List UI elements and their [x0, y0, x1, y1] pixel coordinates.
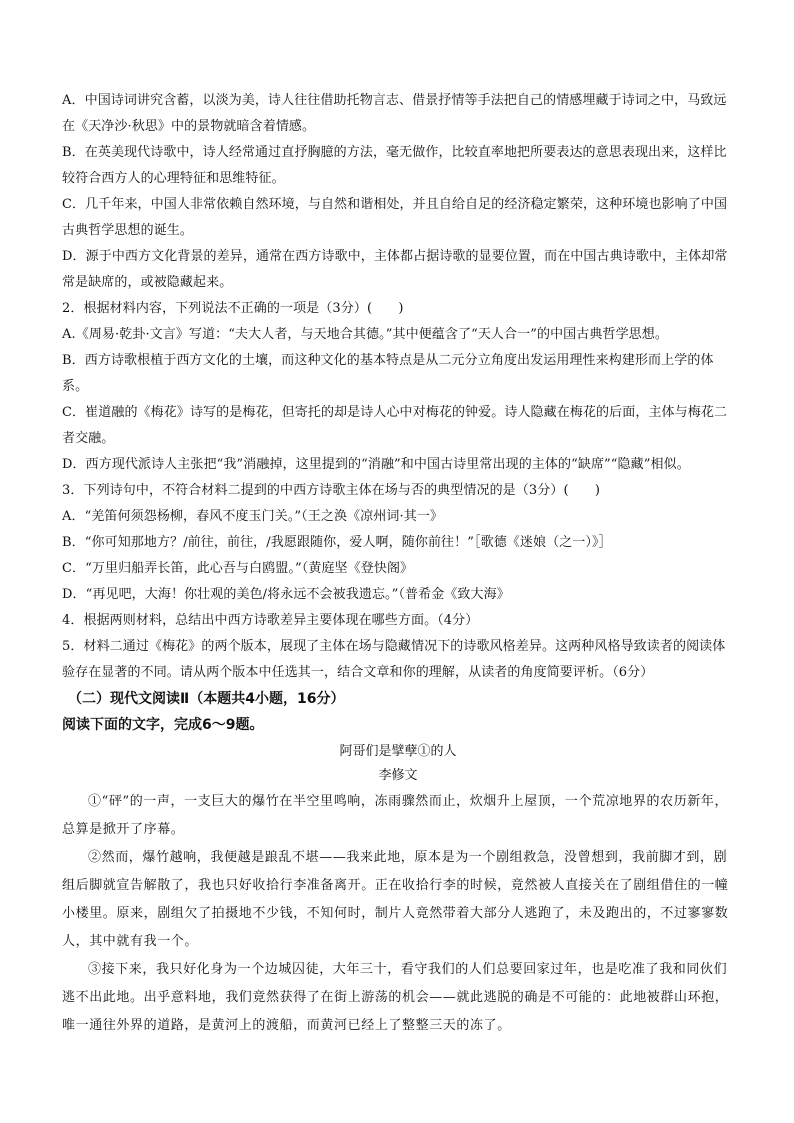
q2-option-b: B．西方诗歌根植于西方文化的土壤，而这种文化的基本特点是从二元分立角度出发运用理性来构建形而上学的体系。: [62, 353, 714, 394]
q1-option-a: A．中国诗词讲究含蓄，以淡为美，诗人往往借助托物言志、借景抒情等手法把自己的情感埋藏于诗词之中，马致远在《天净沙·秋思》中的景物就暗含着情感。: [62, 93, 727, 134]
q2-option-d: D．西方现代派诗人主张把“我”消融掉，这里提到的“消融”和中国古诗里常出现的主体的“缺席”“隐藏”相似。: [62, 457, 690, 472]
section-heading: （二）现代文阅读Ⅱ（本题共4小题，16分）: [68, 691, 345, 707]
story-paragraph-3: ③接下来，我只好化身为一个边城囚徒，大年三十，看守我们的人们总要回家过年，也是吃准了我和同伙们逃不出此地。出乎意料地，我们竟然获得了在街上游荡的机会——就此逃脱的确是不可能的：此地被群山环抱，唯一通往外界的道路，是黄河上的渡船，而黄河已经上了整整三天的冻了。: [62, 962, 729, 1033]
story-author: 李修文: [378, 768, 418, 783]
q3-option-c: C．“万里归船弄长笛，此心吾与白鸥盟。”（黄庭坚《登快阁》: [62, 561, 414, 576]
story-title: 阿哥们是擘孽①的人: [339, 744, 457, 759]
q2-option-c: C．崔道融的《梅花》诗写的是梅花，但寄托的却是诗人心中对梅花的钟爱。诗人隐藏在梅花的后面，主体与梅花二者交融。: [62, 405, 728, 446]
q3-option-b: B．“你可知那地方？/前往，前往，/我愿跟随你，爱人啊，随你前往！”［歌德《迷娘（之一）》］: [62, 535, 612, 550]
q1-option-d: D．源于中西方文化背景的差异，通常在西方诗歌中，主体都占据诗歌的显要位置，而在中国古典诗歌中，主体却常常是缺席的，或被隐藏起来。: [62, 249, 728, 290]
story-paragraph-2: ②然而，爆竹越响，我便越是踉乱不堪——我来此地，原本是为一个剧组救急，没曾想到，我前脚才到，剧组后脚就宣告解散了，我也只好收拾行李准备离开。正在收拾行李的时候，竟然被人直接关在了剧组借住的一幢小楼里。原来，剧组欠了拍摄地不少钱，不知何时，制片人竟然带着大部分人逃跑了，未及跑出的，不过寥寥数人，其中就有我一个。: [62, 850, 729, 949]
q3-option-d: D．“再见吧，大海！你壮观的美色/将永远不会被我遗忘。”（普希金《致大海》: [62, 587, 510, 602]
q1-option-c: C．几千年来，中国人非常依赖自然环境，与自然和谐相处，并且自给自足的经济稳定繁荣，这种环境也影响了中国古典哲学思想的诞生。: [62, 197, 728, 238]
section-instruction: 阅读下面的文字，完成6～9题。: [62, 717, 264, 733]
q2-option-a: A.《周易·乾卦·文言》写道：“夫大人者，与天地合其德。”其中便蕴含了“天人合一”的中国古典哲学思想。: [62, 327, 668, 342]
q4: 4．根据两则材料，总结出中西方诗歌差异主要体现在哪些方面。（4分）: [62, 613, 479, 628]
q3-option-a: A．“羌笛何须怨杨柳，春风不度玉门关。”（王之涣《凉州词·其一》: [62, 509, 444, 524]
story-paragraph-1: ①“砰”的一声，一支巨大的爆竹在半空里鸣响，冻雨骤然而止，炊烟升上屋顶，一个荒凉地界的农历新年，总算是掀开了序幕。: [62, 794, 729, 837]
exam-page: [62, 88, 734, 1040]
q2-stem: 2．根据材料内容，下列说法不正确的一项是（3分）( ): [62, 301, 404, 316]
q5: 5．材料二通过《梅花》的两个版本，展现了主体在场与隐藏情况下的诗歌风格差异。这两种风格导致读者的阅读体验存在显著的不同。请从两个版本中任选其一，结合文章和你的理解，从读者的角度简要评析。（6分）: [62, 639, 726, 680]
q3-stem: 3．下列诗句中，不符合材料二提到的中西方诗歌主体在场与否的典型情况的是（3分）( ): [62, 483, 600, 498]
q1-option-b: B．在英美现代诗歌中，诗人经常通过直抒胸臆的方法，毫无做作，比较直率地把所要表达的意思表现出来，这样比较符合西方人的心理特征和思维特征。: [62, 145, 727, 186]
